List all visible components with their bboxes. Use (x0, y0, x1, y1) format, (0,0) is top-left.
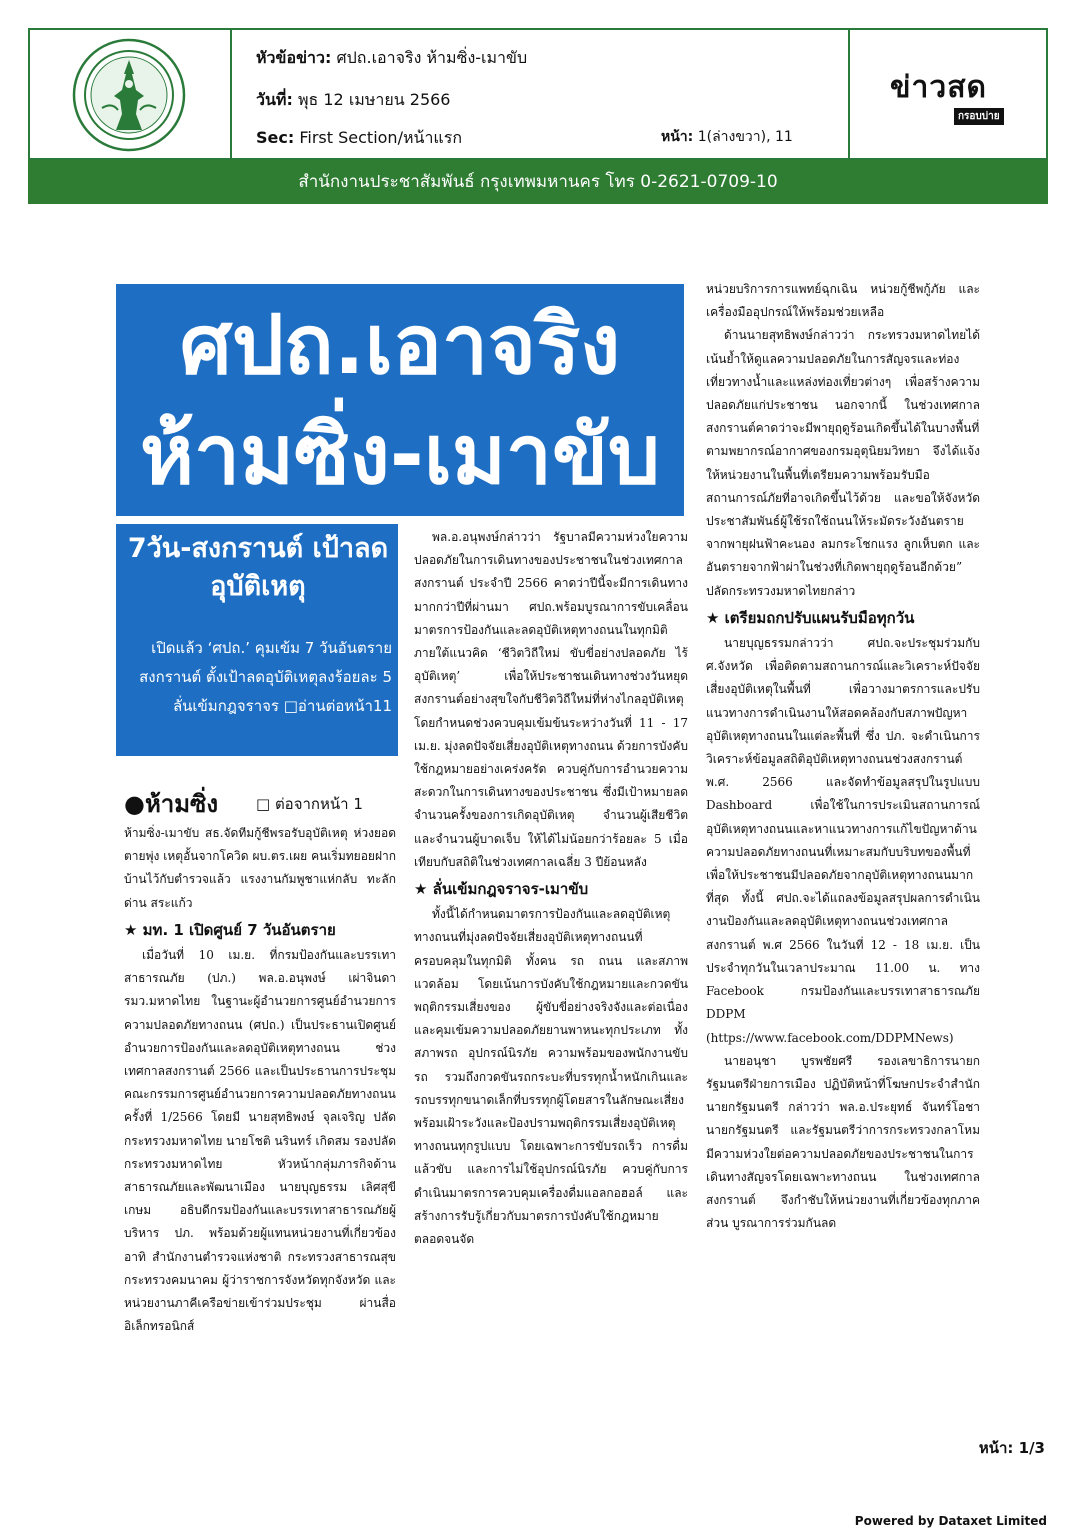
page-value: 1(ล่างขวา), 11 (697, 129, 793, 145)
source-badge (848, 30, 1046, 158)
page-ref (661, 126, 793, 148)
date-label: วันที่: (256, 90, 293, 109)
section-label: Sec: (256, 128, 295, 147)
headline-label: หัวข้อข่าว: (256, 48, 332, 67)
jump-title: ●ห้ามซิ่ง (124, 790, 219, 818)
headline-row (256, 46, 527, 71)
page-number (979, 1436, 1045, 1460)
column-1-lead: ห้ามซิ่ง-เมาขับ สธ.จัดทีมกู้ชีพรอรับอุบัติเหตุ ห่วงยอดตายพุ่ง เหตุอั้นจากโควิด ผบ.ตร.เผย คนเริ่มทยอยฝากบ้านไว้กับตำรวจแล้ว แรงงานกัมพูชาแห่กลับ ทะลักด่าน สระแก้ว (124, 826, 396, 910)
headline-line-2: ห้ามซิ่ง-เมาขับ (139, 408, 661, 503)
column-2-paragraph-1: พล.อ.อนุพงษ์กล่าวว่า รัฐบาลมีความห่วงใยความปลอดภัยในการเดินทางของประชาชนในช่วงเทศกาลสงกรานต์ ประจำปี 2566 คาดว่าปีนี้จะมีการเดินทางมากกว่าปีที่ผ่านมา ศปถ.พร้อมบูรณาการขับเคลื่อนมาตรการป้องกันและลดอุบัติเหตุทางถนนในทุกมิติ ภายใต้แนวคิด ‘ชีวิตวิถีใหม่ ขับขี่อย่างปลอดภัย ไร้อุบัติเหตุ’ เพื่อให้ประชาชนเดินทางช่วงวันหยุดสงกรานต์อย่างสุขใจกับชีวิตวิถีใหม่ที่ห่างไกลอุบัติเหตุ โดยกำหนดช่วงควบคุมเข้มข้นระหว่างวันที่ 11 - 17 เม.ย. มุ่งลดปัจจัยเสี่ยงอุบัติเหตุทางถนน ด้วยการบังคับใช้กฎหมายอย่างเคร่งครัด ควบคู่กับการอำนวยความสะดวกในการเดินทางของประชาชน ซึ่งมีเป้าหมายลดจำนวนครั้งของการเกิดอุบัติเหตุ จำนวนผู้เสียชีวิต และจำนวนผู้บาดเจ็บ ให้ได้ไม่น้อยกว่าร้อยละ 5 เมื่อเทียบกับสถิติในช่วงเทศกาลเฉลี่ย 3 ปีย้อนหลัง (414, 530, 688, 869)
section-value: First Section/หน้าแรก (299, 128, 463, 147)
column-3-paragraph-1: ด้านนายสุทธิพงษ์กล่าวว่า กระทรวงมหาดไทยได้เน้นย้ำให้ดูแลความปลอดภัยในการสัญจรและท่องเที่ยวทางน้ำและแหล่งท่องเที่ยวต่างๆ เพื่อสร้างความปลอดภัยแก่ประชาชน นอกจากนี้ ในช่วงเทศกาลสงกรานต์คาดว่าจะมีพายุฤดูร้อนเกิดขึ้นได้ในบางพื้นที่ ตามพยากรณ์อากาศของกรมอุตุนิยมวิทยา จึงได้แจ้งให้หน่วยงานในพื้นที่เตรียมความพร้อมรับมือสถานการณ์ภัยที่อาจเกิดขึ้นไว้ด้วย และขอให้จังหวัดประชาสัมพันธ์ผู้ใช้รถใช้ถนนให้ระมัดระวังอันตรายจากพายุฝนฟ้าคะนอง ลมกระโชกแรง ลูกเห็บตก และอันตรายจากฟ้าผ่าในช่วงที่เกิดพายุฤดูร้อนอีกด้วย” ปลัดกระทรวงมหาดไทยกล่าว (706, 328, 980, 598)
headline-line-1: ศปถ.เอาจริง (179, 298, 621, 393)
jump-ref: □ ต่อจากหน้า 1 (256, 795, 363, 813)
column-1-paragraph: เมื่อวันที่ 10 เม.ย. ที่กรมป้องกันและบรรเทาสาธารณภัย (ปภ.) พล.อ.อนุพงษ์ เผ่าจินดา รมว.มหาดไทย ในฐานะผู้อำนวยการศูนย์อำนวยการความปลอดภัยทางถนน (ศปถ.) เป็นประธานเปิดศูนย์อำนวยการป้องกันและลดอุบัติเหตุทางถนน ช่วงเทศกาลสงกรานต์ 2566 และเป็นประธานการประชุมคณะกรรมการศูนย์อำนวยการความปลอดภัยทางถนน ครั้งที่ 1/2566 โดยมี นายสุทธิพงษ์ จุลเจริญ ปลัดกระทรวงมหาดไทย นายโชติ นรินทร์ เกิดสม รองปลัดกระทรวงมหาดไทย หัวหน้ากลุ่มภารกิจด้านสาธารณภัยและพัฒนาเมือง นายบุญธรรม เลิศสุขีเกษม อธิบดีกรมป้องกันและบรรเทาสาธารณภัยผู้บริหาร ปภ. พร้อมด้วยผู้แทนหน่วยงานที่เกี่ยวข้อง อาทิ สำนักงานตำรวจแห่งชาติ กระทรวงสาธารณสุข กระทรวงคมนาคม ผู้ว่าราชการจังหวัดทุกจังหวัด และหน่วยงานภาคีเครือข่ายเข้าร่วมประชุม ผ่านสื่ออิเล็กทรอนิกส์ (124, 948, 396, 1334)
main-headline (116, 284, 684, 516)
powered-by: Powered by Dataxet Limited (854, 1514, 1047, 1528)
column-2-paragraph-2: ทั้งนี้ได้กำหนดมาตรการป้องกันและลดอุบัติเหตุทางถนนที่มุ่งลดปัจจัยเสี่ยงอุบัติเหตุทางถนนที่ครอบคลุมในทุกมิติ ทั้งคน รถ ถนน และสภาพแวดล้อม โดยเน้นการบังคับใช้กฎหมายและกวดขันพฤติกรรมเสี่ยงของ ผู้ขับขี่อย่างจริงจังและต่อเนื่อง และคุมเข้มความปลอดภัยยานพาหนะทุกประเภท ทั้งสภาพรถ อุปกรณ์นิรภัย ความพร้อมของพนักงานขับรถ รวมถึงกวดขันรถกระบะที่บรรทุกน้ำหนักเกินและรถบรรทุกขนาดเล็กที่บรรทุกผู้โดยสารในลักษณะเสี่ยง พร้อมเฝ้าระวังและป้องปรามพฤติกรรมเสี่ยงอุบัติเหตุทางถนนทุกรูปแบบ โดยเฉพาะการขับรถเร็ว การดื่มแล้วขับ และการไม่ใช้อุปกรณ์นิรภัย ควบคู่กับการดำเนินมาตรการควบคุมเครื่องดื่มแอลกอฮอล์ และสร้างการรับรู้เกี่ยวกับมาตรการบังคับใช้กฎหมาย ตลอดจนจัด (414, 907, 688, 1247)
office-bar: สำนักงานประชาสัมพันธ์ กรุงเทพมหานคร โทร 0-2621-0709-10 (28, 160, 1048, 204)
edition-label: กรอบบ่าย (954, 108, 1004, 125)
section-row (256, 126, 462, 151)
sub-headline-text: เปิดแล้ว ‘ศปถ.’ คุมเข้ม 7 วันอันตรายสงกรานต์ ตั้งเป้าลดอุบัติเหตุลงร้อยละ 5 ลั่นเข้มกฎจราจร □อ่านต่อหน้า11 (139, 639, 392, 715)
footer-page-label: หน้า: (978, 1439, 1014, 1457)
news-header (28, 28, 1048, 160)
column-3 (706, 278, 980, 1235)
column-2-subheading: ★ ลั่นเข้มกฎจราจร-เมาขับ (414, 880, 589, 899)
page-label: หน้า: (661, 129, 694, 145)
column-3-paragraph-3: นายอนุชา บูรพชัยศรี รองเลขาธิการนายกรัฐมนตรีฝ่ายการเมือง ปฏิบัติหน้าที่โฆษกประจำสำนักนายกรัฐมนตรี กล่าวว่า พล.อ.ประยุทธ์ จันทร์โอชา นายกรัฐมนตรี และรัฐมนตรีว่าการกระทรวงกลาโหม มีความห่วงใยต่อความปลอดภัยของประชาชนในการเดินทางสัญจรโดยเฉพาะทางถนน ในช่วงเทศกาลสงกรานต์ จึงกำชับให้หน่วยงานที่เกี่ยวข้องทุกภาคส่วน บูรณาการร่วมกันลด (706, 1053, 980, 1231)
headline-value: ศปถ.เอาจริง ห้ามซิ่ง-เมาขับ (336, 48, 528, 67)
column-3-paragraph-2: นายบุญธรรมกล่าวว่า ศปถ.จะประชุมร่วมกับศ.จังหวัด เพื่อติดตามสถานการณ์และวิเคราะห์ปัจจัยเสี่ยงอุบัติเหตุในพื้นที่ เพื่อวางมาตรการและปรับแนวทางการดำเนินงานให้สอดคล้องกับสภาพปัญหาอุบัติเหตุทางถนนในแต่ละพื้นที่ ซึ่ง ปภ. จะดำเนินการวิเคราะห์ข้อมูลสถิติอุบัติเหตุทางถนนช่วงสงกรานต์ พ.ศ. 2566 และจัดทำข้อมูลสรุปในรูปแบบ Dashboard เพื่อใช้ในการประเมินสถานการณ์อุบัติเหตุทางถนนและหาแนวทางการแก้ไขปัญหาด้านความปลอดภัยทางถนนที่เหมาะสมกับบริบทของพื้นที่ เพื่อให้ประชาชนมีปลอดภัยจากอุบัติเหตุทางถนนมากที่สุด ทั้งนี้ ศปถ.จะได้แถลงข้อมูลสรุปผลการดำเนินงานป้องกันและลดอุบัติเหตุทางถนนช่วงเทศกาลสงกรานต์ พ.ศ 2566 ในวันที่ 12 - 18 เม.ย. เป็นประจำทุกวันในเวลาประมาณ 11.00 น. ทาง Facebook กรมป้องกันและบรรเทาสาธารณภัย DDPM (https://www.facebook.com/DDPMNews) (706, 636, 980, 1045)
logo-cell (30, 30, 232, 158)
footer-page-value: 1/3 (1018, 1439, 1045, 1457)
sub-headline-title: 7วัน-สงกรานต์ เป้าลดอุบัติเหตุ (127, 533, 389, 602)
date-value: พุธ 12 เมษายน 2566 (297, 90, 451, 109)
bangkok-seal-icon (72, 38, 186, 152)
header-info (256, 30, 876, 158)
date-row (256, 88, 450, 113)
column-1-subheading: ★ มท. 1 เปิดศูนย์ 7 วันอันตราย (124, 920, 336, 939)
sub-headline-box (116, 524, 398, 756)
newspaper-name: ข่าวสด (890, 70, 987, 105)
column-1 (124, 822, 396, 1338)
column-2 (414, 526, 688, 1251)
column-3-subheading: ★ เตรียมถกปรับแผนรับมือทุกวัน (706, 608, 915, 627)
column-3-continuation: หน่วยบริการการแพทย์ฉุกเฉิน หน่วยกู้ชีพกู้ภัย และเครื่องมืออุปกรณ์ให้พร้อมช่วยเหลือ (706, 282, 980, 320)
